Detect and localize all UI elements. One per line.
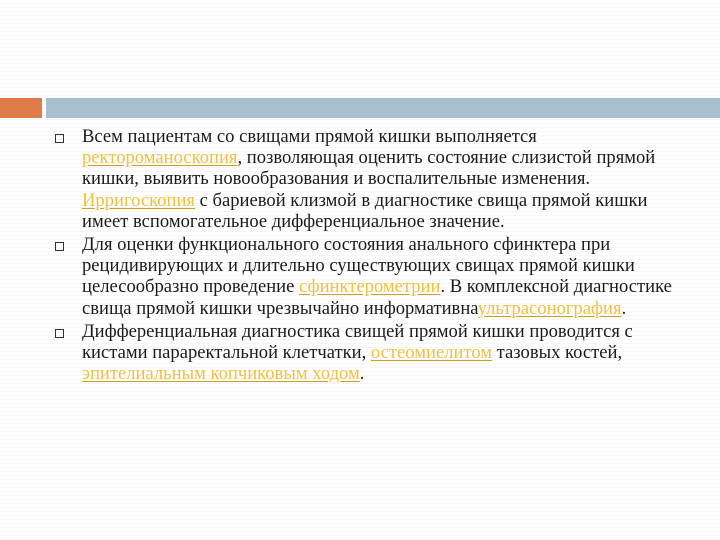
text-run: .	[359, 363, 365, 385]
link-sphincterometry[interactable]: сфинктерометрии	[299, 276, 441, 298]
square-bullet-icon	[55, 242, 64, 251]
square-bullet-icon	[55, 134, 64, 143]
slide-content	[46, 126, 686, 386]
bullet-item	[46, 126, 686, 232]
text-run: Дифференциальная диагностика свищей прямой кишки проводится с кистами параректальной клетчатки,	[82, 320, 633, 364]
text-run: с бариевой клизмой в диагностике свища прямой кишки имеет вспомогательное дифференциальное значение.	[82, 189, 648, 232]
text-run: , позволяющая оценить состояние слизистой прямой кишки, выявить новообразования и воспалительные изменения.	[82, 147, 656, 190]
link-osteomyelitis[interactable]: остеомиелитом	[370, 342, 493, 364]
link-pilonidal-sinus[interactable]: эпителиальным копчиковым ходом	[82, 363, 360, 385]
bullet-item	[46, 321, 686, 385]
square-bullet-icon	[55, 329, 64, 338]
text-run: .	[621, 297, 627, 319]
text-run: тазовых костей,	[492, 342, 623, 364]
link-irrigoscopy[interactable]: Ирригоскопия	[82, 189, 195, 211]
text-run: Для оценки функционального состояния анального сфинктера при рецидивирующих и длительно существующих свищах прямой кишки целесообразно проведение	[82, 234, 635, 298]
link-rectoromanoscopy[interactable]: ректороманоскопия	[82, 147, 238, 169]
bullet-item	[46, 234, 686, 319]
link-ultrasonography[interactable]: ультрасонография	[477, 297, 622, 319]
accent-bar-orange	[0, 98, 42, 118]
accent-bar-blue	[46, 98, 720, 118]
text-run: Всем пациентам со свищами прямой кишки выполняется	[82, 126, 537, 147]
text-run: . В комплексной диагностике свища прямой кишки чрезвычайно информативна	[82, 276, 672, 319]
